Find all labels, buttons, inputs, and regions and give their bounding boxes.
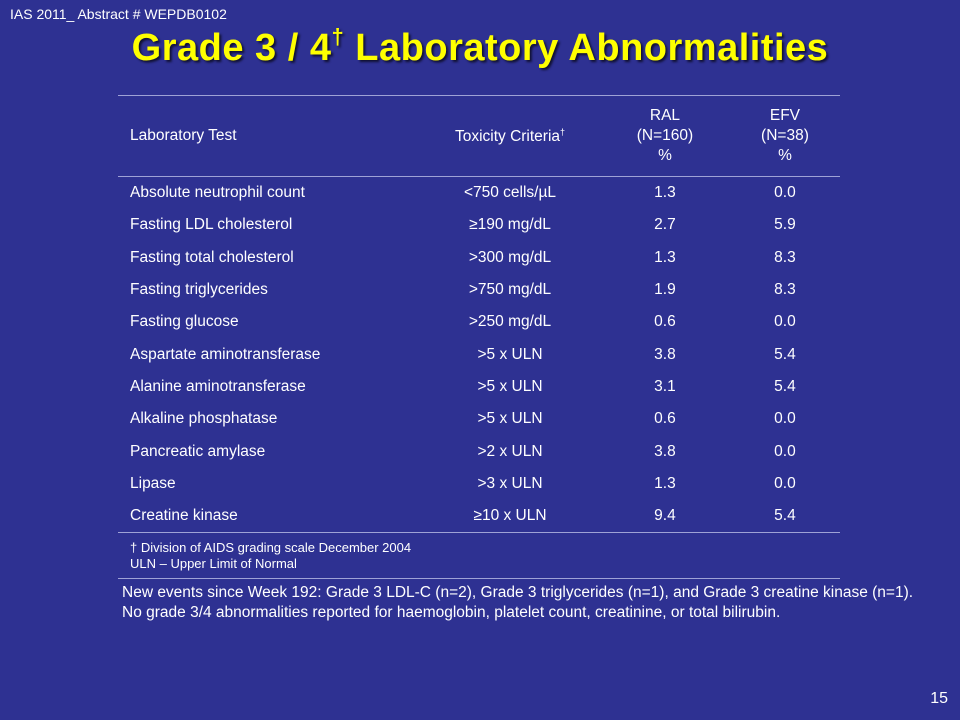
cell-ral: 3.8	[654, 442, 676, 460]
header-ral-n: (N=160)	[636, 127, 694, 144]
header-ral-name: RAL	[649, 107, 681, 124]
cell-test: Fasting total cholesterol	[130, 248, 294, 266]
cell-ral: 3.8	[654, 345, 676, 363]
table-row	[118, 209, 840, 241]
cell-criteria: >3 x ULN	[477, 474, 543, 492]
footnote-daids: † Division of AIDS grading scale December 2004	[130, 540, 412, 556]
cell-efv: 5.4	[774, 507, 796, 525]
header-toxicity-criteria-dagger: †	[560, 126, 566, 137]
cell-efv: 8.3	[774, 281, 796, 299]
table-row	[118, 338, 840, 370]
cell-criteria: >5 x ULN	[477, 345, 543, 363]
cell-efv: 0.0	[774, 184, 796, 202]
cell-ral: 1.3	[654, 184, 676, 202]
table-header-row	[118, 96, 840, 177]
header-efv	[730, 96, 840, 177]
lab-abnormalities-table-container	[118, 95, 840, 579]
page-number: 15	[930, 690, 948, 707]
cell-efv: 0.0	[774, 313, 796, 331]
cell-ral: 9.4	[654, 507, 676, 525]
table-row	[118, 242, 840, 274]
title-dagger: †	[331, 24, 345, 49]
title-text: Grade 3 / 4	[131, 27, 332, 69]
cell-test: Fasting triglycerides	[130, 281, 268, 299]
cell-ral: 1.9	[654, 281, 676, 299]
header-efv-name: EFV	[769, 107, 801, 124]
header-toxicity-criteria-label: Toxicity Criteria	[454, 127, 561, 145]
cell-test: Alanine aminotransferase	[130, 377, 306, 395]
cell-criteria: >750 mg/dL	[468, 281, 552, 299]
cell-ral: 1.3	[654, 248, 676, 266]
cell-ral: 3.1	[654, 377, 676, 395]
cell-efv: 0.0	[774, 410, 796, 428]
cell-test: Lipase	[130, 474, 176, 492]
cell-efv: 0.0	[774, 474, 796, 492]
cell-test: Aspartate aminotransferase	[130, 345, 321, 363]
cell-criteria: ≥10 x ULN	[473, 507, 547, 525]
table-row	[118, 468, 840, 500]
lab-abnormalities-table	[118, 95, 840, 533]
cell-test: Creatine kinase	[130, 507, 238, 525]
header-laboratory-test: Laboratory Test	[130, 127, 237, 144]
cell-test: Fasting LDL cholesterol	[130, 216, 293, 234]
summary-notes	[122, 583, 922, 623]
table-row	[118, 435, 840, 467]
cell-ral: 1.3	[654, 474, 676, 492]
cell-ral: 0.6	[654, 313, 676, 331]
header-ral-unit: %	[658, 147, 672, 164]
cell-criteria: >250 mg/dL	[468, 313, 552, 331]
table-row	[118, 306, 840, 338]
note-no-abnormalities: No grade 3/4 abnormalities reported for haemoglobin, platelet count, creatinine, or total bilirubin.	[122, 604, 781, 621]
cell-efv: 0.0	[774, 442, 796, 460]
cell-criteria: >5 x ULN	[477, 377, 543, 395]
table-row	[118, 500, 840, 533]
cell-test: Pancreatic amylase	[130, 442, 266, 460]
header-efv-unit: %	[778, 147, 792, 164]
slide-title	[0, 24, 960, 70]
footnote-uln: ULN – Upper Limit of Normal	[130, 556, 297, 572]
cell-efv: 5.4	[774, 377, 796, 395]
table-footnotes	[118, 533, 840, 579]
header-efv-n: (N=38)	[761, 127, 809, 144]
table-row	[118, 274, 840, 306]
cell-criteria: ≥190 mg/dL	[469, 216, 551, 234]
abstract-reference: IAS 2011_ Abstract # WEPDB0102	[10, 6, 227, 22]
cell-test: Absolute neutrophil count	[130, 184, 305, 202]
header-ral	[600, 96, 730, 177]
header-toxicity-criteria	[420, 96, 600, 177]
cell-efv: 8.3	[774, 248, 796, 266]
cell-criteria: >5 x ULN	[477, 410, 543, 428]
cell-criteria: >2 x ULN	[477, 442, 543, 460]
cell-ral: 0.6	[654, 410, 676, 428]
cell-efv: 5.4	[774, 345, 796, 363]
cell-ral: 2.7	[654, 216, 676, 234]
table-row	[118, 371, 840, 403]
cell-test: Fasting glucose	[130, 313, 239, 331]
table-row	[118, 177, 840, 210]
note-new-events: New events since Week 192: Grade 3 LDL-C (n=2), Grade 3 triglycerides (n=1), and Grade 3 creatine kinase (n=1).	[122, 584, 914, 601]
cell-test: Alkaline phosphatase	[130, 410, 278, 428]
cell-criteria: >300 mg/dL	[468, 248, 552, 266]
table-row	[118, 403, 840, 435]
cell-efv: 5.9	[774, 216, 796, 234]
cell-criteria: <750 cells/µL	[463, 184, 557, 202]
title-rest: Laboratory Abnormalities	[344, 27, 829, 69]
